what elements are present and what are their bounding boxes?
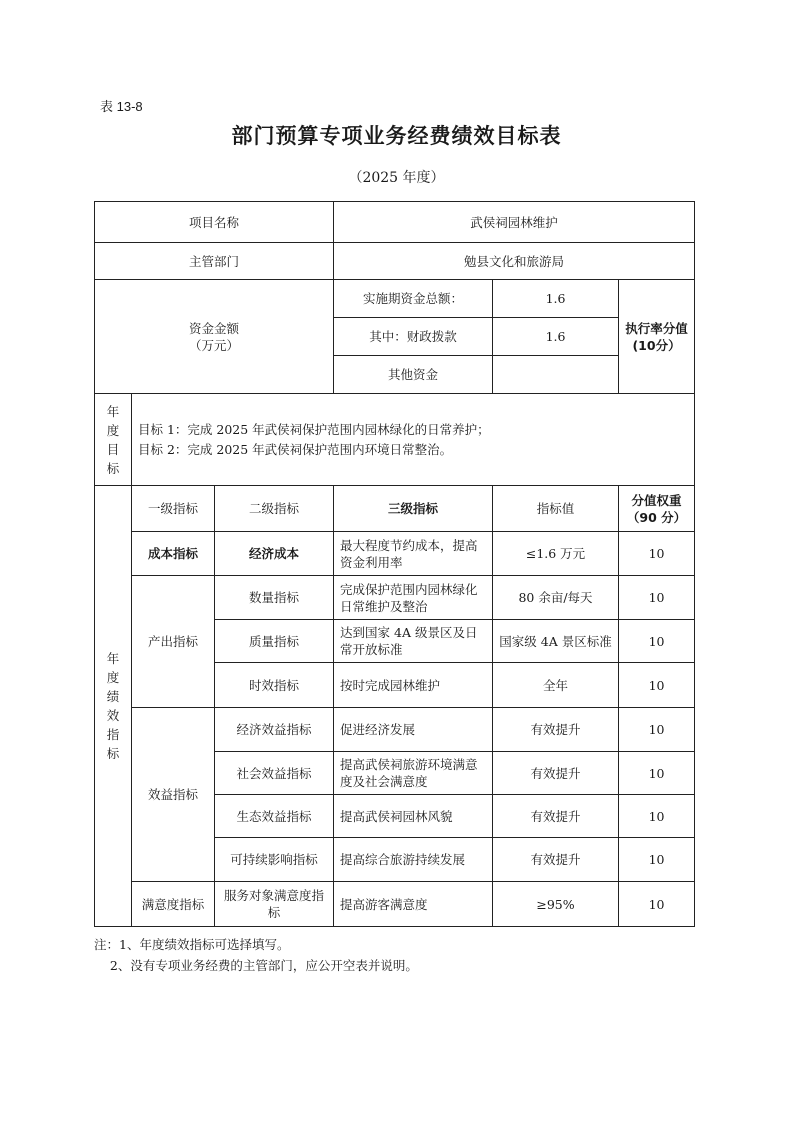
level1-output: 产出指标 [132,576,215,708]
indicator-value: 有效提升 [493,752,619,795]
indicator-score: 10 [619,882,695,927]
level2-cell: 质量指标 [215,620,334,663]
project-name-value: 武侯祠园林维护 [334,202,695,243]
fund-other-label: 其他资金 [334,356,493,394]
department-label: 主管部门 [95,243,334,280]
annual-indicators-label: 年度绩效指标 [106,651,120,761]
indicator-value: ≤1.6 万元 [493,532,619,576]
level2-cell: 服务对象满意度指标 [215,882,334,927]
level3-cell: 促进经济发展 [334,708,493,752]
indicator-value: 有效提升 [493,708,619,752]
annual-goals-label: 年度目标 [106,403,120,476]
level3-cell: 提高综合旅游持续发展 [334,838,493,882]
department-value: 勉县文化和旅游局 [334,243,695,280]
table-row [95,708,695,752]
header-level2: 二级指标 [215,486,334,532]
indicator-score: 10 [619,795,695,838]
indicator-value: 国家级 4A 景区标准 [493,620,619,663]
indicator-value: 有效提升 [493,795,619,838]
level3-cell: 提高武侯祠旅游环境满意度及社会满意度 [334,752,493,795]
indicator-score: 10 [619,620,695,663]
indicator-value: 全年 [493,663,619,708]
indicator-score: 10 [619,532,695,576]
level2-cell: 数量指标 [215,576,334,620]
execution-rate-score-label: 执行率分值(10分） [619,280,695,394]
indicator-header-row [95,486,695,532]
level3-cell: 提高游客满意度 [334,882,493,927]
fund-fiscal-label: 其中：财政拨款 [334,318,493,356]
fund-other-value [493,356,619,394]
level3-cell: 按时完成园林维护 [334,663,493,708]
fund-total-value: 1.6 [493,280,619,318]
footnotes [94,934,418,976]
level2-cell: 经济成本 [215,532,334,576]
indicator-score: 10 [619,838,695,882]
level1-cost: 成本指标 [132,532,215,576]
fund-total-label: 实施期资金总额： [334,280,493,318]
annual-goals-content [132,394,695,486]
fund-amount-label: 资金金额 [189,320,240,336]
level3-cell: 达到国家 4A 级景区及日常开放标准 [334,620,493,663]
fund-amount-unit: （万元） [189,337,240,353]
performance-target-table [94,201,695,927]
project-name-row [95,202,695,243]
fund-fiscal-value: 1.6 [493,318,619,356]
level2-cell: 经济效益指标 [215,708,334,752]
table-row [95,882,695,927]
footnote-1: 注：1、年度绩效指标可选择填写。 [94,937,290,952]
level2-cell: 生态效益指标 [215,795,334,838]
level2-cell: 社会效益指标 [215,752,334,795]
level1-benefit: 效益指标 [132,708,215,882]
level3-cell: 最大程度节约成本，提高资金利用率 [334,532,493,576]
indicator-score: 10 [619,708,695,752]
annual-indicators-label-cell [95,486,132,927]
department-row [95,243,695,280]
fiscal-year: （2025 年度） [348,170,445,186]
table-row [95,576,695,620]
fund-total-row [95,280,695,318]
indicator-value: ≥95% [493,882,619,927]
level2-cell: 时效指标 [215,663,334,708]
indicator-value: 80 余亩/每天 [493,576,619,620]
level3-cell: 完成保护范围内园林绿化日常维护及整治 [334,576,493,620]
fund-amount-cell [95,280,334,394]
table-row [95,532,695,576]
indicator-score: 10 [619,752,695,795]
header-level1: 一级指标 [132,486,215,532]
goal-line-2: 目标 2：完成 2025 年武侯祠保护范围内环境日常整治。 [138,441,453,457]
footnote-2: 2、没有专项业务经费的主管部门，应公开空表并说明。 [94,958,418,973]
goal-line-1: 目标 1：完成 2025 年武侯祠保护范围内园林绿化的日常养护； [138,421,490,437]
indicator-value: 有效提升 [493,838,619,882]
indicator-score: 10 [619,663,695,708]
indicator-score: 10 [619,576,695,620]
level3-cell: 提高武侯祠园林风貌 [334,795,493,838]
table-number: 表 13-8 [100,99,143,114]
annual-goals-row [95,394,695,486]
document-title: 部门预算专项业务经费绩效目标表 [231,124,562,148]
level2-cell: 可持续影响指标 [215,838,334,882]
project-name-label: 项目名称 [95,202,334,243]
annual-goals-label-cell [95,394,132,486]
level1-satisfaction: 满意度指标 [132,882,215,927]
header-value: 指标值 [493,486,619,532]
header-level3: 三级指标 [334,486,493,532]
header-weight: 分值权重（90 分） [619,486,695,532]
